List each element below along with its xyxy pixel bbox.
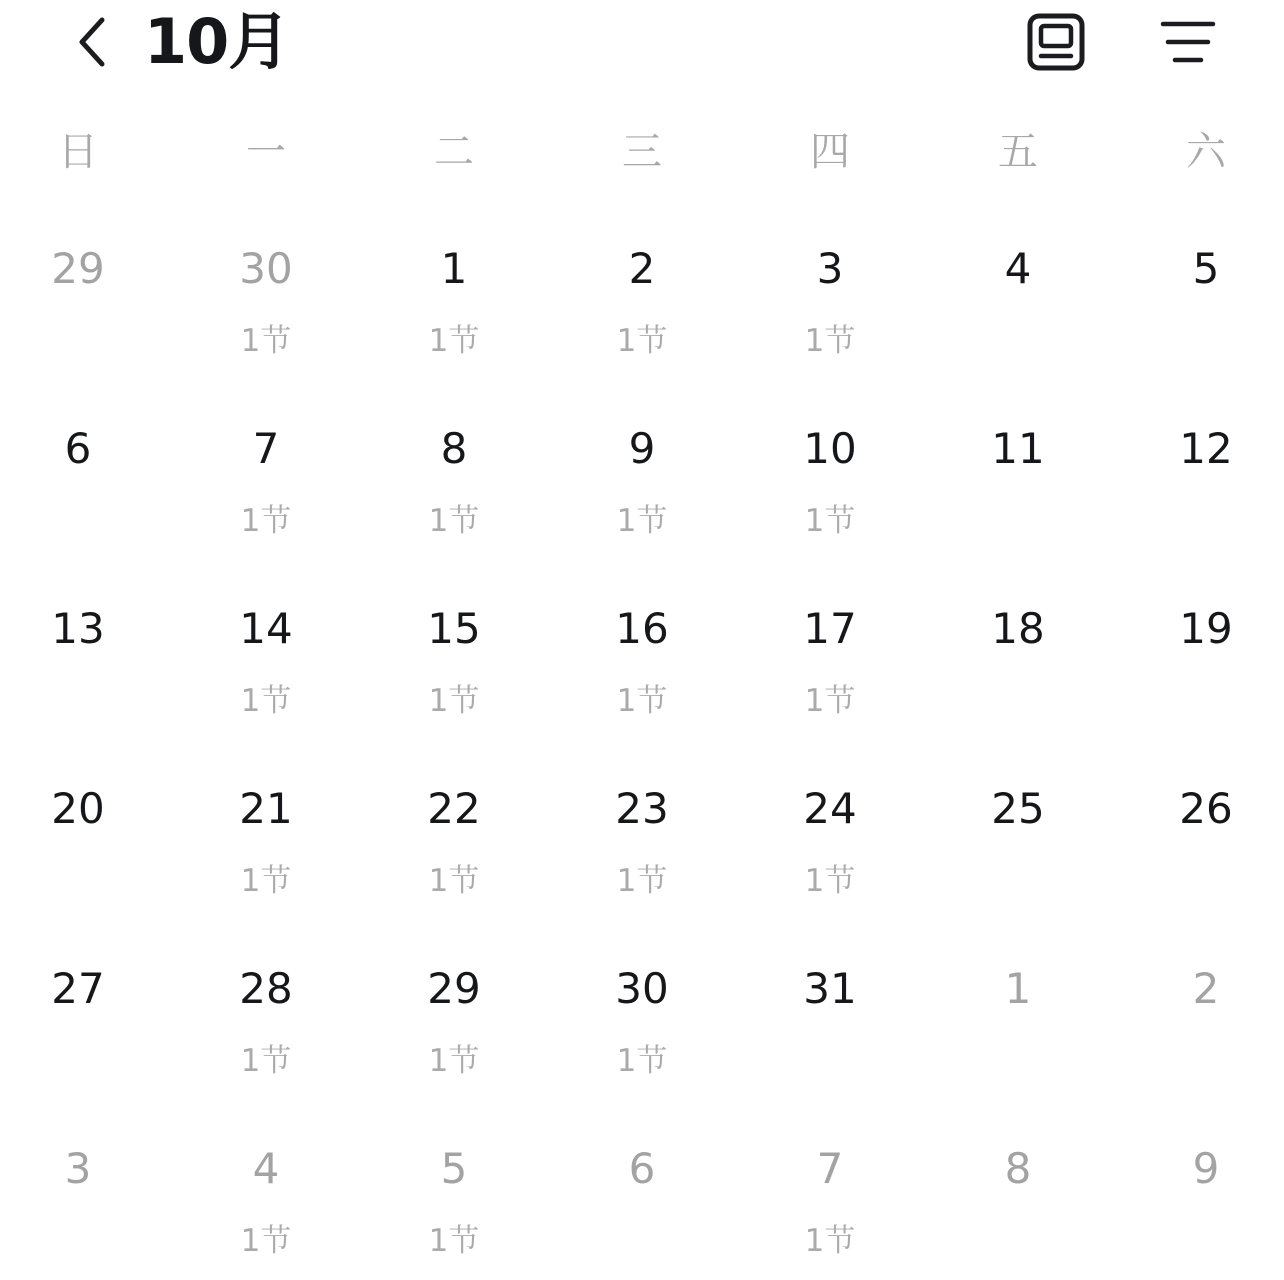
day-number: 3 — [64, 1144, 92, 1193]
day-number: 5 — [1192, 244, 1220, 293]
calendar-view-button[interactable] — [1022, 8, 1090, 76]
month-title: 10月 — [144, 5, 290, 78]
day-cell[interactable] — [379, 220, 529, 380]
day-number: 6 — [628, 1144, 656, 1193]
day-number: 11 — [991, 424, 1045, 473]
day-number: 29 — [427, 964, 481, 1013]
filter-menu-button[interactable] — [1154, 8, 1222, 76]
day-cell[interactable] — [567, 760, 717, 920]
day-number: 15 — [427, 604, 481, 653]
class-count-label: 1节 — [804, 503, 856, 539]
day-number: 29 — [51, 244, 105, 293]
day-cell[interactable] — [943, 400, 1093, 560]
day-cell[interactable] — [3, 1120, 153, 1280]
day-number: 8 — [1004, 1144, 1032, 1193]
day-cell[interactable] — [567, 400, 717, 560]
weekday-label: 五 — [998, 129, 1038, 175]
day-cell[interactable] — [379, 400, 529, 560]
day-cell[interactable] — [755, 400, 905, 560]
calendar-view-icon — [1026, 12, 1086, 72]
day-number: 8 — [440, 424, 468, 473]
day-cell[interactable] — [191, 1120, 341, 1280]
day-cell[interactable] — [3, 760, 153, 920]
day-cell[interactable] — [755, 580, 905, 740]
day-number: 6 — [64, 424, 92, 473]
class-count-label: 1节 — [428, 683, 480, 719]
calendar-header — [0, 0, 1284, 92]
class-count-label: 1节 — [240, 503, 292, 539]
day-cell[interactable] — [3, 580, 153, 740]
day-number: 1 — [440, 244, 468, 293]
day-number: 14 — [239, 604, 293, 653]
day-cell[interactable] — [3, 400, 153, 560]
day-cell[interactable] — [3, 940, 153, 1100]
class-count-label: 1节 — [240, 1043, 292, 1079]
weekday-label: 二 — [434, 129, 474, 175]
day-number: 19 — [1179, 604, 1233, 653]
day-number: 1 — [1004, 964, 1032, 1013]
day-number: 20 — [51, 784, 105, 833]
day-number: 28 — [239, 964, 293, 1013]
day-cell[interactable] — [567, 1120, 717, 1280]
day-number: 4 — [252, 1144, 280, 1193]
day-cell[interactable] — [755, 760, 905, 920]
day-number: 16 — [615, 604, 669, 653]
class-count-label: 1节 — [616, 863, 668, 899]
day-cell[interactable] — [191, 220, 341, 380]
day-cell[interactable] — [567, 220, 717, 380]
day-number: 21 — [239, 784, 293, 833]
class-count-label: 1节 — [804, 863, 856, 899]
day-cell[interactable] — [755, 220, 905, 380]
class-count-label: 1节 — [804, 1223, 856, 1259]
class-count-label: 1节 — [428, 1043, 480, 1079]
day-cell[interactable] — [943, 760, 1093, 920]
day-cell[interactable] — [1131, 760, 1281, 920]
day-number: 3 — [816, 244, 844, 293]
day-cell[interactable] — [379, 940, 529, 1100]
weekday-header-row — [0, 124, 1284, 180]
class-count-label: 1节 — [616, 503, 668, 539]
day-cell[interactable] — [3, 220, 153, 380]
day-cell[interactable] — [1131, 220, 1281, 380]
day-number: 2 — [628, 244, 656, 293]
day-cell[interactable] — [191, 760, 341, 920]
weekday-label: 三 — [622, 129, 662, 175]
class-count-label: 1节 — [428, 863, 480, 899]
class-count-label: 1节 — [240, 863, 292, 899]
class-count-label: 1节 — [428, 323, 480, 359]
class-count-label: 1节 — [616, 1043, 668, 1079]
class-count-label: 1节 — [240, 1223, 292, 1259]
class-count-label: 1节 — [616, 323, 668, 359]
day-number: 18 — [991, 604, 1045, 653]
day-number: 5 — [440, 1144, 468, 1193]
weekday-label: 六 — [1186, 129, 1226, 175]
chevron-left-icon — [70, 14, 114, 70]
day-cell[interactable] — [379, 580, 529, 740]
day-number: 9 — [1192, 1144, 1220, 1193]
day-number: 13 — [51, 604, 105, 653]
day-number: 30 — [615, 964, 669, 1013]
class-count-label: 1节 — [240, 323, 292, 359]
day-cell[interactable] — [567, 940, 717, 1100]
day-cell[interactable] — [755, 1120, 905, 1280]
day-cell[interactable] — [191, 580, 341, 740]
day-cell[interactable] — [567, 580, 717, 740]
weekday-label: 日 — [58, 129, 98, 175]
filter-list-icon — [1160, 18, 1216, 66]
weekday-label: 四 — [810, 129, 850, 175]
day-number: 24 — [803, 784, 857, 833]
class-count-label: 1节 — [240, 683, 292, 719]
day-cell[interactable] — [943, 940, 1093, 1100]
day-cell[interactable] — [1131, 940, 1281, 1100]
day-number: 7 — [252, 424, 280, 473]
day-number: 27 — [51, 964, 105, 1013]
day-number: 12 — [1179, 424, 1233, 473]
class-count-label: 1节 — [428, 503, 480, 539]
day-cell[interactable] — [1131, 1120, 1281, 1280]
day-number: 17 — [803, 604, 857, 653]
day-number: 10 — [803, 424, 857, 473]
day-cell[interactable] — [755, 940, 905, 1100]
day-number: 4 — [1004, 244, 1032, 293]
weekday-label: 一 — [246, 129, 286, 175]
day-number: 9 — [628, 424, 656, 473]
day-cell[interactable] — [943, 220, 1093, 380]
day-number: 23 — [615, 784, 669, 833]
day-number: 22 — [427, 784, 481, 833]
day-cell[interactable] — [379, 1120, 529, 1280]
day-cell[interactable] — [1131, 400, 1281, 560]
day-number: 2 — [1192, 964, 1220, 1013]
class-count-label: 1节 — [616, 683, 668, 719]
day-cell[interactable] — [379, 760, 529, 920]
class-count-label: 1节 — [804, 683, 856, 719]
day-number: 7 — [816, 1144, 844, 1193]
day-number: 26 — [1179, 784, 1233, 833]
day-cell[interactable] — [1131, 580, 1281, 740]
day-cell[interactable] — [191, 940, 341, 1100]
day-cell[interactable] — [191, 400, 341, 560]
day-cell[interactable] — [943, 1120, 1093, 1280]
day-number: 31 — [803, 964, 857, 1013]
day-number: 25 — [991, 784, 1045, 833]
class-count-label: 1节 — [804, 323, 856, 359]
day-number: 30 — [239, 244, 293, 293]
back-button[interactable] — [60, 10, 124, 74]
day-cell[interactable] — [943, 580, 1093, 740]
class-count-label: 1节 — [428, 1223, 480, 1259]
